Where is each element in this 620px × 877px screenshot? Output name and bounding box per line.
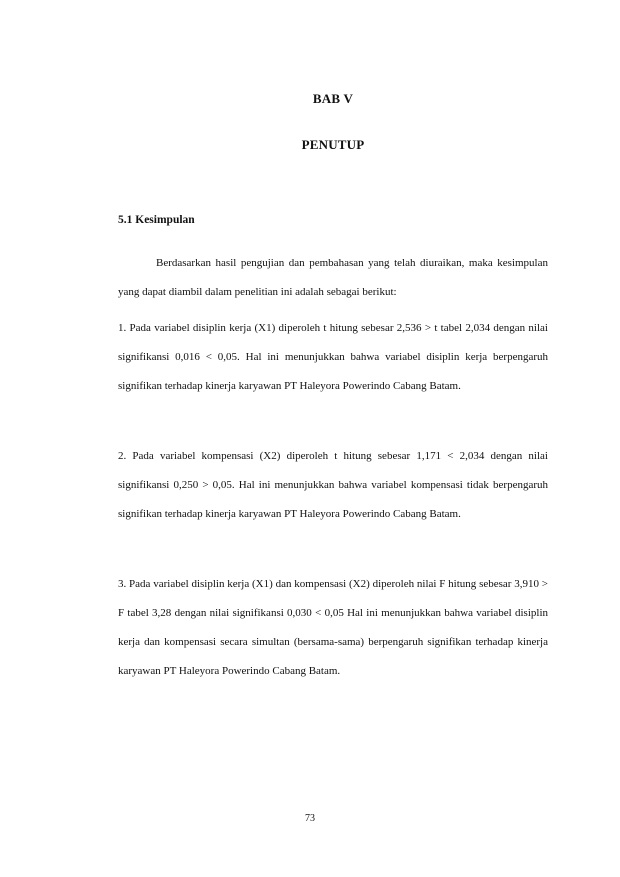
page-number: 73 <box>305 813 315 824</box>
conclusion-item-3: 3. Pada variabel disiplin kerja (X1) dan kompensasi (X2) diperoleh nilai F hitung sebesar 3,910 > F tabel 3,28 dengan nilai signifikansi 0,030 < 0,05 Hal ini menunjukkan bahwa variabel disiplin kerja dan kompensasi secara simultan (bersama-sama) berpengaruh signifikan terhadap kinerja karyawan PT Haleyora Powerindo Cabang Batam. <box>118 578 548 677</box>
conclusion-item-2: 2. Pada variabel kompensasi (X2) diperoleh t hitung sebesar 1,171 < 2,034 dengan nilai signifikansi 0,250 > 0,05. Hal ini menunjukkan bahwa variabel kompensasi tidak berpengaruh signifikan terhadap kinerja karyawan PT Haleyora Powerindo Cabang Batam. <box>118 450 548 520</box>
conclusion-item-1: 1. Pada variabel disiplin kerja (X1) diperoleh t hitung sebesar 2,536 > t tabel 2,034 dengan nilai signifikansi 0,016 < 0,05. Hal ini menunjukkan bahwa variabel disiplin kerja berpengaruh signifikan terhadap kinerja karyawan PT Haleyora Powerindo Cabang Batam. <box>118 322 548 392</box>
chapter-subtitle: PENUTUP <box>301 137 365 152</box>
chapter-title: BAB V <box>312 91 354 106</box>
section-heading: 5.1 Kesimpulan <box>118 214 195 226</box>
intro-paragraph: Berdasarkan hasil pengujian dan pembahasan yang telah diuraikan, maka kesimpulan yang dapat diambil dalam penelitian ini adalah sebagai berikut: <box>118 257 548 298</box>
